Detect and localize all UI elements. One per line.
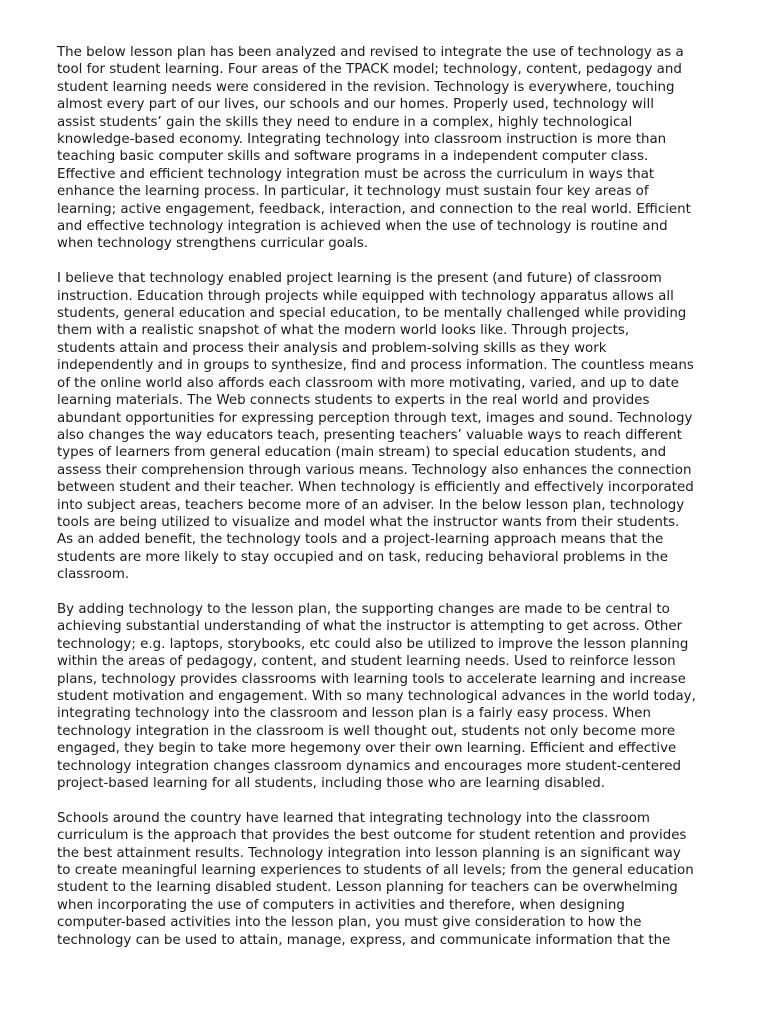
- text-line: technology integration in the classroom is well thought out, students not only become more: [57, 723, 676, 739]
- text-line: technology integration changes classroom dynamics and encourages more student-centered: [57, 758, 681, 774]
- text-line: plans, technology provides classrooms with learning tools to accelerate learning and increase: [57, 671, 686, 687]
- text-line: students, general education and special education, to be mentally challenged while providing: [57, 306, 687, 322]
- text-line: types of learners from general education (main stream) to special education students, and: [57, 445, 667, 461]
- paragraph-4: [57, 810, 717, 949]
- text-line: tools are being utilized to visualize and model what the instructor wants from their students.: [57, 514, 680, 530]
- text-line: teaching basic computer skills and software programs in a independent computer class.: [57, 149, 649, 165]
- text-line: instruction. Education through projects while equipped with technology apparatus allows all: [57, 288, 674, 304]
- text-line: almost every part of our lives, our schools and our homes. Properly used, technology will: [57, 97, 654, 113]
- paragraph-1: [57, 44, 717, 253]
- text-line: achieving substantial understanding of what the instructor is attempting to get across. Other: [57, 619, 683, 635]
- text-line: classroom.: [57, 567, 130, 583]
- text-line: abundant opportunities for expressing perception through text, images and sound. Technology: [57, 410, 693, 426]
- text-line: within the areas of pedagogy, content, and student learning needs. Used to reinforce lesson: [57, 654, 676, 670]
- text-line: student learning needs were considered in the revision. Technology is everywhere, touching: [57, 79, 675, 95]
- text-line: student motivation and engagement. With so many technological advances in the world today,: [57, 689, 696, 704]
- text-line: computer-based activities into the lesson plan, you must give consideration to how the: [57, 915, 642, 931]
- text-line: when incorporating the use of computers in activities and therefore, when designing: [57, 897, 625, 913]
- paragraph-3: [57, 601, 717, 792]
- text-line: also changes the way educators teach, presenting teachers’ valuable ways to reach different: [57, 427, 683, 443]
- text-line: integrating technology into the classroom and lesson plan is a fairly easy process. When: [57, 706, 651, 722]
- paragraph-2: [57, 270, 717, 583]
- text-line: to create meaningful learning experiences to students of all levels; from the general education: [57, 863, 694, 879]
- text-line: into subject areas, teachers become more of an adviser. In the below lesson plan, technology: [57, 497, 685, 513]
- text-line: student to the learning disabled student. Lesson planning for teachers can be overwhelming: [57, 880, 678, 896]
- text-line: independently and in groups to synthesize, find and process information. The countless means: [57, 358, 694, 374]
- text-line: when technology strengthens curricular goals.: [57, 236, 369, 252]
- text-line: As an added benefit, the technology tools and a project-learning approach means that the: [57, 532, 664, 548]
- text-line: By adding technology to the lesson plan, the supporting changes are made to be central to: [57, 601, 670, 617]
- text-line: project-based learning for all students, including those who are learning disabled.: [57, 776, 606, 792]
- text-line: engaged, they begin to take more hegemony over their own learning. Efficient and effective: [57, 741, 677, 757]
- text-line: enhance the learning process. In particular, it technology must sustain four key areas of: [57, 184, 649, 200]
- text-line: technology; e.g. laptops, storybooks, etc could also be utilized to improve the lesson planning: [57, 636, 689, 652]
- text-line: I believe that technology enabled project learning is the present (and future) of classroom: [57, 271, 662, 287]
- text-line: tool for student learning. Four areas of the TPACK model; technology, content, pedagogy and: [57, 62, 682, 78]
- text-line: learning; active engagement, feedback, interaction, and connection to the real world. Efficient: [57, 201, 691, 217]
- text-line: learning materials. The Web connects students to experts in the real world and provides: [57, 393, 650, 409]
- text-line: The below lesson plan has been analyzed and revised to integrate the use of technology as a: [57, 45, 684, 60]
- text-line: Schools around the country have learned that integrating technology into the classroom: [57, 810, 650, 826]
- text-line: assess their comprehension through various means. Technology also enhances the connection: [57, 462, 692, 478]
- text-line: the best attainment results. Technology integration into lesson planning is an significant way: [57, 845, 681, 861]
- text-line: curriculum is the approach that provides the best outcome for student retention and provides: [57, 828, 687, 844]
- text-line: Effective and efficient technology integration must be across the curriculum in ways that: [57, 166, 655, 182]
- text-line: assist students’ gain the skills they need to endure in a complex, highly technological: [57, 114, 633, 130]
- text-line: students are more likely to stay occupied and on task, reducing behavioral problems in the: [57, 549, 668, 565]
- text-line: and effective technology integration is achieved when the use of technology is routine and: [57, 219, 668, 235]
- text-line: knowledge-based economy. Integrating technology into classroom instruction is more than: [57, 132, 667, 148]
- document-body: [57, 44, 717, 966]
- text-line: them with a realistic snapshot of what the modern world looks like. Through projects,: [57, 323, 630, 339]
- text-line: between student and their teacher. When technology is efficiently and effectively incorporated: [57, 480, 694, 496]
- text-line: students attain and process their analysis and problem-solving skills as they work: [57, 340, 607, 356]
- text-line: of the online world also affords each classroom with more motivating, varied, and up to date: [57, 375, 679, 391]
- text-line: technology can be used to attain, manage, express, and communicate information that the: [57, 932, 671, 948]
